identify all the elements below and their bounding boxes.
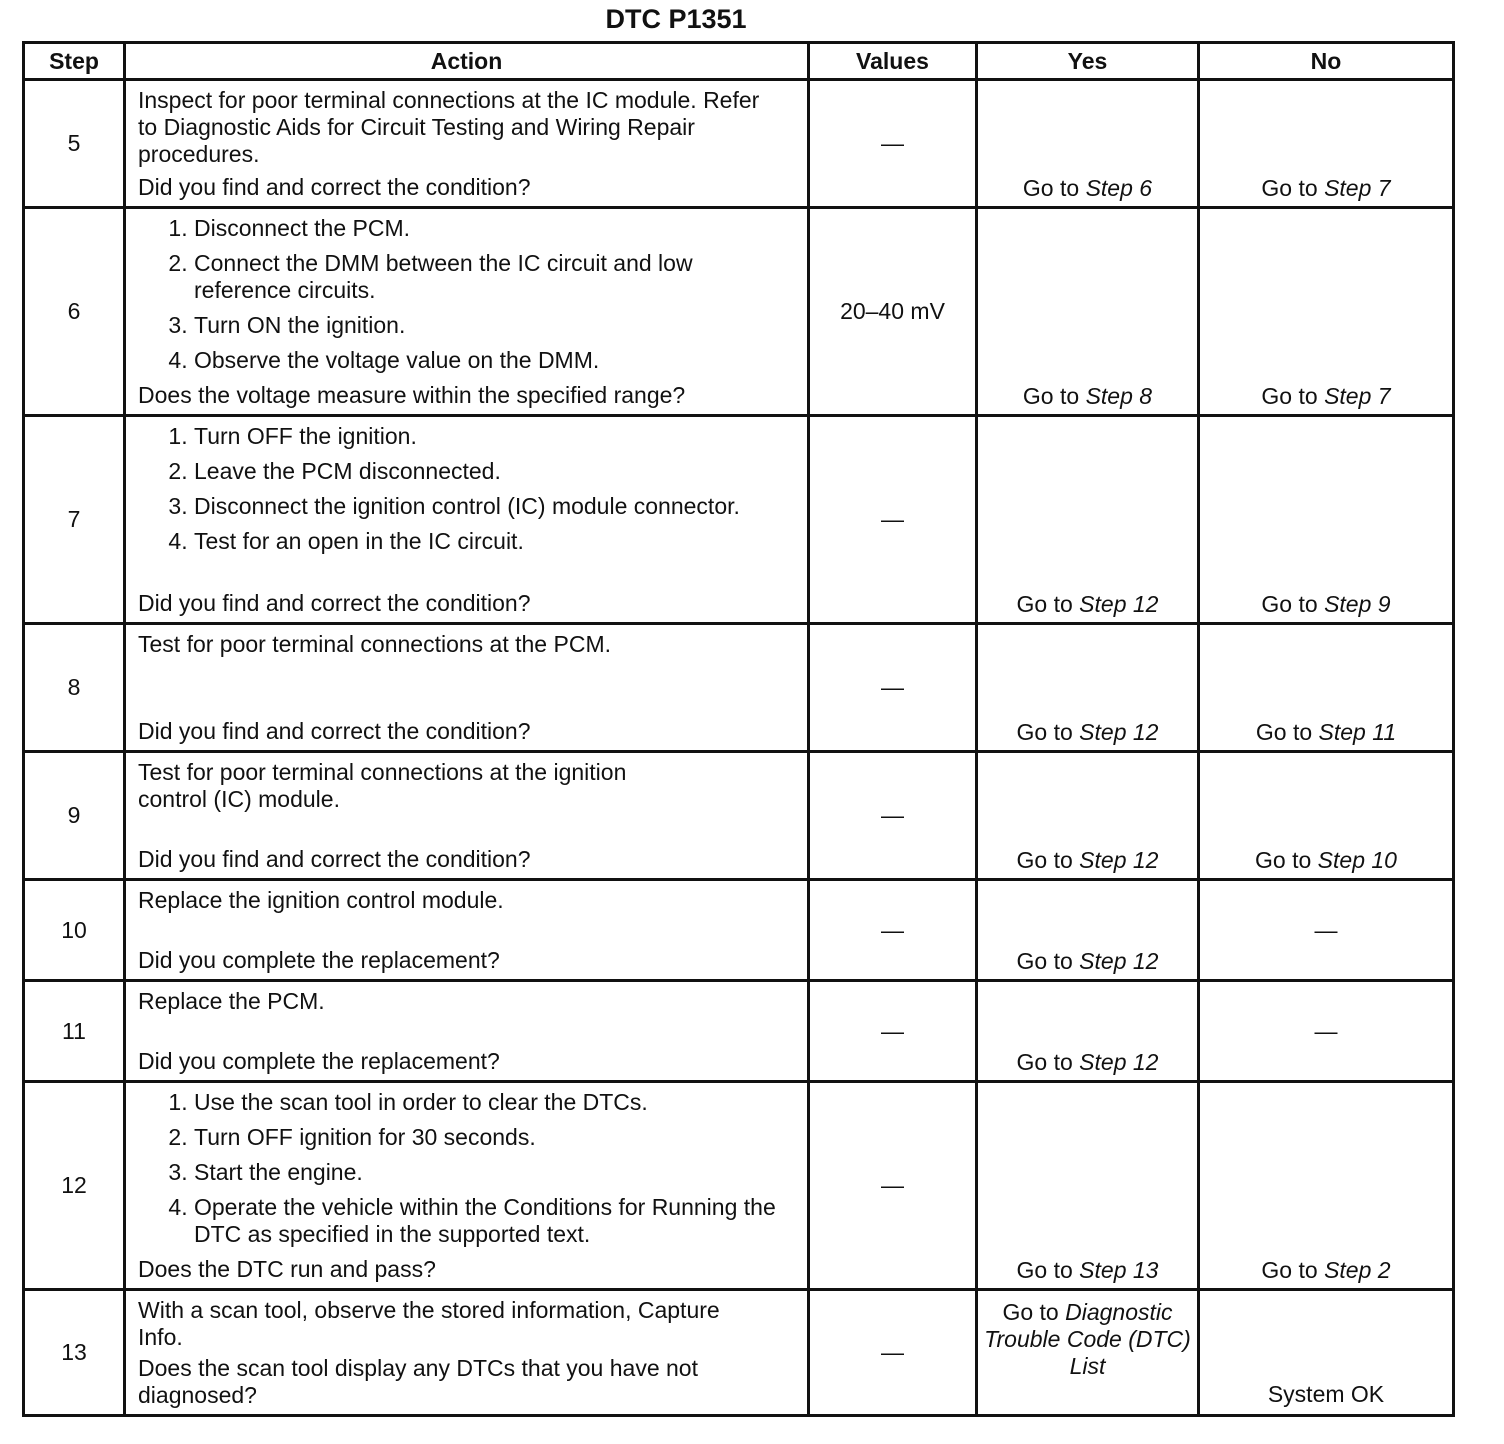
yes-prefix: Go to [1022, 383, 1086, 409]
table-row [24, 880, 1454, 981]
step-number: 9 [24, 752, 125, 880]
yes-cell [977, 752, 1199, 880]
yes-cell [977, 80, 1199, 208]
header-action: Action [125, 43, 809, 80]
no-prefix: Go to [1261, 591, 1325, 617]
yes-dtc-list-link[interactable]: Diagnostic Trouble Code (DTC) List [984, 1299, 1191, 1379]
yes-step-link[interactable]: Step 12 [1079, 1049, 1159, 1075]
action-cell [125, 624, 809, 752]
yes-prefix: Go to [1022, 175, 1086, 201]
no-cell [1199, 1082, 1454, 1290]
no-step-link[interactable]: Step 7 [1324, 175, 1391, 201]
values-cell: — [809, 1290, 977, 1416]
yes-step-link[interactable]: Step 8 [1085, 383, 1153, 409]
values-cell: — [809, 80, 977, 208]
list-item: 4. Observe the voltage value on the DMM. [194, 347, 797, 374]
action-cell [125, 752, 809, 880]
values-cell: 20–40 mV [809, 208, 977, 416]
step-number: 8 [24, 624, 125, 752]
action-cell [125, 880, 809, 981]
action-question: Did you find and correct the condition? [138, 590, 531, 616]
action-intro: Replace the PCM. [138, 988, 325, 1014]
no-cell: System OK [1199, 1290, 1454, 1416]
action-cell [125, 1290, 809, 1416]
yes-cell [977, 981, 1199, 1082]
step-number: 11 [24, 981, 125, 1082]
table-row [24, 1290, 1454, 1416]
values-cell: — [809, 981, 977, 1082]
table-row [24, 208, 1454, 416]
list-item: 1. Use the scan tool in order to clear the DTCs. [194, 1089, 797, 1116]
no-step-link[interactable]: Step 2 [1324, 1257, 1391, 1283]
table-row [24, 80, 1454, 208]
action-intro: Test for poor terminal connections at the PCM. [138, 631, 611, 657]
yes-prefix: Go to [1016, 847, 1080, 873]
yes-step-link[interactable]: Step 12 [1079, 948, 1159, 974]
yes-prefix: Go to [1016, 948, 1080, 974]
action-list [138, 1089, 797, 1248]
no-prefix: Go to [1261, 1257, 1325, 1283]
table-row [24, 1082, 1454, 1290]
action-intro: Test for poor terminal connections at the ignition control (IC) module. [138, 759, 627, 812]
no-prefix: Go to [1255, 847, 1318, 873]
yes-cell [977, 416, 1199, 624]
values-cell: — [809, 880, 977, 981]
yes-cell [977, 624, 1199, 752]
action-intro: With a scan tool, observe the stored information, Capture Info. [138, 1297, 720, 1350]
table-row [24, 624, 1454, 752]
no-step-link[interactable]: Step 7 [1324, 383, 1391, 409]
yes-cell [977, 880, 1199, 981]
action-intro: Inspect for poor terminal connections at the IC module. Refer to Diagnostic Aids for Circuit Testing and Wiring Repair procedures. [138, 87, 760, 167]
no-step-link[interactable]: Step 9 [1324, 591, 1391, 617]
action-list [138, 423, 797, 555]
diagnostic-table [22, 41, 1455, 1417]
yes-prefix: Go to [1016, 719, 1080, 745]
action-question: Does the voltage measure within the specified range? [138, 382, 686, 408]
yes-cell [977, 1290, 1199, 1416]
no-prefix: Go to [1255, 719, 1319, 745]
no-cell: — [1199, 880, 1454, 981]
table-row [24, 752, 1454, 880]
yes-prefix: Go to [1016, 1049, 1080, 1075]
step-number: 10 [24, 880, 125, 981]
header-step: Step [24, 43, 125, 80]
no-cell [1199, 80, 1454, 208]
values-cell: — [809, 752, 977, 880]
yes-step-link[interactable]: Step 13 [1079, 1257, 1159, 1283]
header-yes: Yes [977, 43, 1199, 80]
no-step-link[interactable]: Step 10 [1317, 847, 1397, 873]
yes-prefix: Go to [1002, 1299, 1066, 1325]
list-item: 3. Turn ON the ignition. [194, 312, 797, 339]
list-item: 2. Leave the PCM disconnected. [194, 458, 797, 485]
no-prefix: Go to [1261, 175, 1325, 201]
list-item: 4. Operate the vehicle within the Conditions for Running the DTC as specified in the supported text. [194, 1194, 797, 1248]
action-cell [125, 416, 809, 624]
action-cell [125, 1082, 809, 1290]
list-item: 2. Connect the DMM between the IC circuit and low reference circuits. [194, 250, 754, 304]
list-item: 1. Disconnect the PCM. [194, 215, 797, 242]
action-cell [125, 981, 809, 1082]
header-no: No [1199, 43, 1454, 80]
action-question: Does the scan tool display any DTCs that you have not diagnosed? [138, 1355, 698, 1408]
page-title: DTC P1351 [605, 4, 747, 34]
step-number: 13 [24, 1290, 125, 1416]
yes-prefix: Go to [1016, 1257, 1080, 1283]
action-question: Did you complete the replacement? [138, 947, 500, 973]
yes-step-link[interactable]: Step 12 [1079, 847, 1159, 873]
action-cell [125, 80, 809, 208]
yes-cell [977, 1082, 1199, 1290]
values-cell: — [809, 1082, 977, 1290]
yes-step-link[interactable]: Step 12 [1079, 591, 1159, 617]
action-question: Did you find and correct the condition? [138, 718, 531, 744]
list-item: 2. Turn OFF ignition for 30 seconds. [194, 1124, 797, 1151]
action-list [138, 215, 797, 374]
yes-step-link[interactable]: Step 6 [1085, 175, 1153, 201]
no-cell [1199, 752, 1454, 880]
step-number: 5 [24, 80, 125, 208]
no-cell [1199, 624, 1454, 752]
table-row [24, 416, 1454, 624]
action-intro: Replace the ignition control module. [138, 887, 504, 913]
list-item: 4. Test for an open in the IC circuit. [194, 528, 797, 555]
list-item: 1. Turn OFF the ignition. [194, 423, 797, 450]
list-item: 3. Start the engine. [194, 1159, 797, 1186]
step-number: 7 [24, 416, 125, 624]
no-step-link[interactable]: Step 11 [1318, 719, 1397, 745]
no-cell [1199, 208, 1454, 416]
yes-cell [977, 208, 1199, 416]
values-cell: — [809, 624, 977, 752]
action-question: Did you find and correct the condition? [138, 174, 531, 200]
action-question: Did you complete the replacement? [138, 1048, 500, 1074]
action-question: Does the DTC run and pass? [138, 1256, 436, 1282]
step-number: 6 [24, 208, 125, 416]
action-cell [125, 208, 809, 416]
values-cell: — [809, 416, 977, 624]
action-question: Did you find and correct the condition? [138, 846, 531, 872]
yes-prefix: Go to [1016, 591, 1080, 617]
no-prefix: Go to [1261, 383, 1325, 409]
no-cell [1199, 416, 1454, 624]
table-row [24, 981, 1454, 1082]
no-cell: — [1199, 981, 1454, 1082]
yes-step-link[interactable]: Step 12 [1079, 719, 1159, 745]
step-number: 12 [24, 1082, 125, 1290]
header-row [24, 43, 1454, 80]
list-item: 3. Disconnect the ignition control (IC) module connector. [194, 493, 797, 520]
header-values: Values [809, 43, 977, 80]
